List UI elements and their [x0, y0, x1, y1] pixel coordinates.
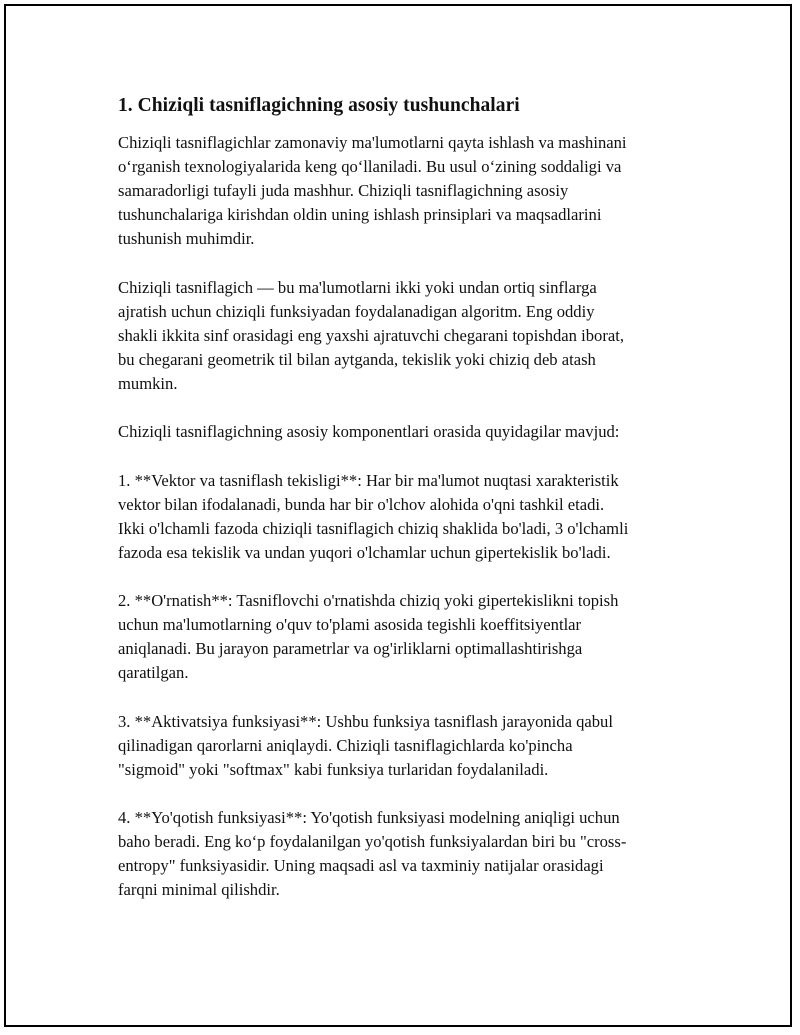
- paragraph-components-intro: Chiziqli tasniflagichning asosiy komponentlari orasida quyidagilar mavjud:: [118, 422, 620, 442]
- paragraph-definition: Chiziqli tasniflagich — bu ma'lumotlarni ikki yoki undan ortiq sinflarga ajratish uchun chiziqli funksiyadan foydalanadigan algoritm. Eng oddiy shakli ikkita sinf orasidagi eng yaxshi ajratuvchi chegarani topishdan iborat, bu chegarani geometrik til bilan aytganda, tekislik yoki chiziq deb atash mumkin.: [118, 277, 624, 394]
- list-item-training: 2. **O'rnatish**: Tasniflovchi o'rnatishda chiziq yoki gipertekislikni topish uchun ma'lumotlarning o'quv to'plami asosida tegishli koeffitsiyentlar aniqlanadi. Bu jarayon parametrlar va og'irliklarni optimallashtirishga qaratilgan.: [118, 591, 619, 683]
- paragraph-intro: Chiziqli tasniflagichlar zamonaviy ma'lumotlarni qayta ishlash va mashinani o‘rganish texnologiyalarida keng qo‘llaniladi. Bu usul o‘zining soddaligi va samaradorligi tufayli juda mashhur. Chiziqli tasniflagichning asosiy tushunchalariga kirishdan oldin uning ishlash prinsiplari va maqsadlarini tushunish muhimdir.: [118, 133, 627, 249]
- list-item-vector: 1. **Vektor va tasniflash tekisligi**: Har bir ma'lumot nuqtasi xarakteristik vektor bilan ifodalanadi, bunda har bir o'lchov alohida o'qni tashkil etadi. Ikki o'lchamli fazoda chiziqli tasniflagich chiziq shaklida bo'ladi, 3 o'lchamli fazoda esa tekislik va undan yuqori o'lchamlar uchun gipertekislik bo'ladi.: [118, 470, 629, 562]
- list-item-loss: 4. **Yo'qotish funksiyasi**: Yo'qotish funksiyasi modelning aniqligi uchun baho beradi. Eng ko‘p foydalanilgan yo'qotish funksiyalardan biri bu "cross- entropy" funksiyasidir. Uning maqsadi asl va taxminiy natijalar orasidagi farqni minimal qilishdir.: [118, 808, 627, 900]
- list-item-activation: 3. **Aktivatsiya funksiyasi**: Ushbu funksiya tasniflash jarayonida qabul qilinadigan qarorlarni aniqlaydi. Chiziqli tasniflagichlarda ko'pincha "sigmoid" yoki "softmax" kabi funksiya turlaridan foydalaniladi.: [118, 711, 613, 779]
- document-content: [118, 94, 698, 927]
- section-title: 1. Chiziqli tasniflagichning asosiy tushunchalari: [118, 95, 520, 116]
